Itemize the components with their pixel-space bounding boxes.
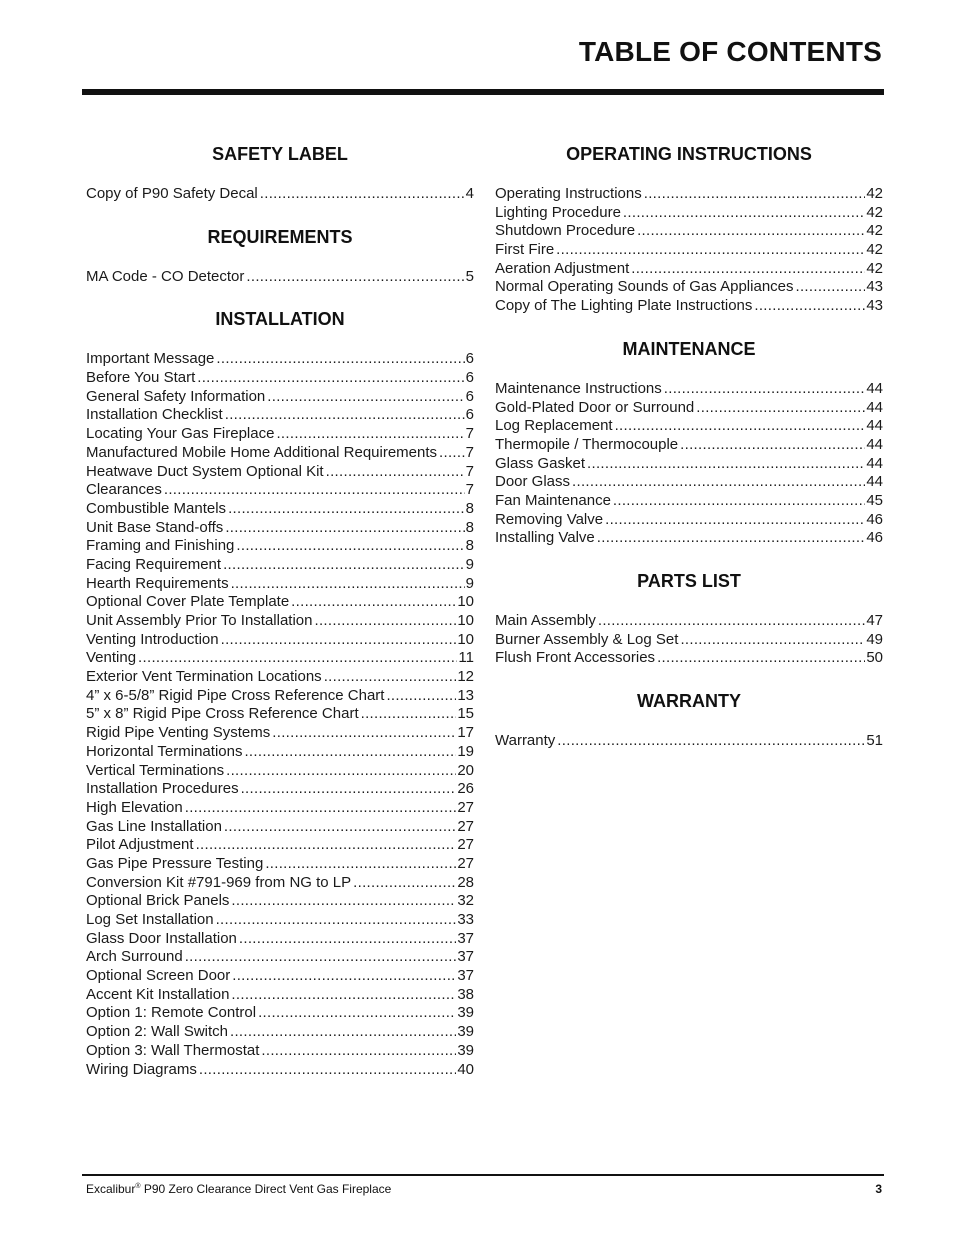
- dot-leader: [276, 425, 464, 444]
- toc-section-list: [495, 612, 883, 668]
- toc-entry: [86, 537, 474, 556]
- toc-entry: [86, 463, 474, 482]
- toc-entry-label: Maintenance Instructions: [495, 379, 662, 397]
- toc-entry-page: 8: [465, 518, 474, 536]
- toc-entry-page: 6: [465, 369, 474, 387]
- section-heading: REQUIREMENTS: [207, 226, 353, 247]
- section-heading: PARTS LIST: [637, 571, 741, 591]
- toc-entry: [86, 519, 474, 538]
- toc-entry-page: 10: [457, 593, 474, 611]
- dot-leader: [291, 593, 456, 612]
- toc-entry: [495, 455, 883, 474]
- toc-entry-label: Framing and Finishing: [86, 537, 235, 555]
- toc-entry-page: 46: [866, 510, 883, 528]
- toc-entry: [495, 612, 883, 631]
- toc-entry-label: Hearth Requirements: [86, 574, 229, 592]
- dot-leader: [597, 529, 866, 548]
- dot-leader: [605, 511, 865, 530]
- toc-entry-label: Door Glass: [495, 473, 571, 491]
- toc-entry-page: 8: [465, 537, 474, 555]
- toc-entry-label: Manufactured Mobile Home Additional Requirements: [86, 443, 438, 461]
- toc-entry: [86, 836, 474, 855]
- dot-leader: [631, 260, 865, 279]
- toc-entry-label: Option 3: Wall Thermostat: [86, 1041, 260, 1059]
- toc-entry: [86, 967, 474, 986]
- toc-entry-page: 8: [465, 499, 474, 517]
- toc-entry: [86, 687, 474, 706]
- dot-leader: [265, 855, 456, 874]
- toc-entry-page: 42: [866, 241, 883, 259]
- toc-entry-page: 28: [457, 873, 474, 891]
- toc-entry-label: Venting Introduction: [86, 630, 219, 648]
- dot-leader: [199, 1061, 456, 1080]
- toc-entry-page: 7: [465, 443, 474, 461]
- left-column: [86, 143, 474, 1101]
- dot-leader: [315, 612, 457, 631]
- dot-leader: [231, 986, 456, 1005]
- toc-entry: [495, 436, 883, 455]
- toc-entry-label: Removing Valve: [495, 510, 604, 528]
- toc-entry: [86, 350, 474, 369]
- toc-entry: [86, 406, 474, 425]
- footer-page-number: 3: [875, 1182, 882, 1196]
- toc-entry: [86, 556, 474, 575]
- toc-entry-page: 44: [866, 417, 883, 435]
- toc-entry: [495, 241, 883, 260]
- toc-section-list: [86, 185, 474, 204]
- dot-leader: [587, 455, 865, 474]
- toc-entry-label: Option 1: Remote Control: [86, 1004, 257, 1022]
- toc-entry-label: Accent Kit Installation: [86, 985, 230, 1003]
- toc-entry-label: Copy of The Lighting Plate Instructions: [495, 297, 753, 315]
- toc-entry-page: 44: [866, 454, 883, 472]
- dot-leader: [644, 185, 866, 204]
- toc-entry-page: 43: [866, 278, 883, 296]
- toc-entry-page: 10: [457, 612, 474, 629]
- section-heading: SAFETY LABEL: [212, 144, 348, 164]
- toc-entry-page: 20: [457, 761, 474, 779]
- toc-entry-page: 37: [457, 967, 474, 985]
- toc-entry-page: 47: [866, 612, 883, 629]
- toc-entry: [86, 780, 474, 799]
- dot-leader: [225, 406, 465, 425]
- dot-leader: [228, 500, 465, 519]
- toc-entry-page: 7: [465, 425, 474, 443]
- toc-entry: [495, 399, 883, 418]
- toc-entry-label: 4” x 6-5/8” Rigid Pipe Cross Reference Chart: [86, 686, 385, 704]
- toc-entry: [86, 612, 474, 631]
- dot-leader: [224, 818, 456, 837]
- toc-entry: [495, 492, 883, 511]
- dot-leader: [680, 436, 865, 455]
- toc-entry: [495, 260, 883, 279]
- toc-entry-label: Important Message: [86, 350, 215, 368]
- toc-entry: [495, 278, 883, 297]
- toc-entry: [495, 473, 883, 492]
- toc-entry-label: Burner Assembly & Log Set: [495, 630, 679, 648]
- toc-entry: [86, 799, 474, 818]
- toc-entry-page: 7: [465, 481, 474, 499]
- toc-section-list: [86, 350, 474, 1079]
- dot-leader: [239, 930, 456, 949]
- toc-entry-page: 6: [465, 406, 474, 424]
- toc-entry-page: 10: [457, 630, 474, 648]
- toc-entry-page: 44: [866, 473, 883, 491]
- toc-entry: [86, 1042, 474, 1061]
- toc-entry-page: 44: [866, 379, 883, 397]
- dot-leader: [258, 1004, 456, 1023]
- dot-leader: [246, 268, 464, 287]
- dot-leader: [386, 687, 456, 706]
- dot-leader: [244, 743, 456, 762]
- toc-entry: [86, 388, 474, 407]
- toc-entry-page: 43: [866, 297, 883, 315]
- toc-entry-page: 45: [866, 491, 883, 509]
- toc-section-list: [495, 380, 883, 548]
- section-heading: MAINTENANCE: [622, 338, 756, 359]
- dot-leader: [680, 631, 865, 650]
- toc-entry-label: Optional Brick Panels: [86, 892, 230, 910]
- toc-entry: [86, 369, 474, 388]
- dot-leader: [267, 388, 464, 407]
- toc-entry-label: Aeration Adjustment: [495, 259, 630, 277]
- footer-product-line: [86, 1182, 391, 1196]
- toc-entry-page: 51: [866, 732, 883, 750]
- title-rule: [82, 89, 884, 95]
- toc-entry-page: 15: [457, 705, 474, 723]
- toc-entry: [86, 762, 474, 781]
- toc-entry-page: 33: [457, 911, 474, 928]
- toc-entry-label: Unit Base Stand-offs: [86, 518, 224, 536]
- toc-entry-label: Arch Surround: [86, 948, 183, 966]
- toc-entry: [495, 631, 883, 650]
- toc-entry-label: Optional Screen Door: [86, 967, 231, 985]
- toc-entry-label: Glass Gasket: [495, 454, 586, 472]
- toc-entry: [495, 529, 883, 548]
- toc-entry-page: 39: [457, 1004, 474, 1022]
- dot-leader: [664, 380, 866, 399]
- toc-entry: [86, 575, 474, 594]
- section-heading: INSTALLATION: [215, 309, 345, 330]
- footer-rule: [82, 1174, 884, 1176]
- toc-entry: [86, 1061, 474, 1080]
- toc-entry-label: Clearances: [86, 481, 162, 499]
- toc-entry-page: 42: [866, 203, 883, 221]
- toc-entry: [86, 705, 474, 724]
- dot-leader: [637, 222, 865, 241]
- toc-entry-page: 9: [465, 555, 474, 573]
- toc-entry-label: Heatwave Duct System Optional Kit: [86, 462, 324, 480]
- dot-leader: [557, 732, 865, 751]
- toc-section-list: [495, 185, 883, 316]
- dot-leader: [324, 668, 457, 687]
- toc-entry-label: High Elevation: [86, 798, 183, 816]
- dot-leader: [241, 780, 457, 799]
- dot-leader: [216, 350, 464, 369]
- toc-entry: [86, 668, 474, 687]
- dot-leader: [623, 204, 865, 223]
- toc-entry-page: 6: [465, 387, 474, 405]
- toc-entry: [86, 743, 474, 762]
- toc-entry-label: Thermopile / Thermocouple: [495, 435, 679, 453]
- toc-entry: [86, 892, 474, 911]
- toc-entry-label: Wiring Diagrams: [86, 1060, 197, 1078]
- dot-leader: [232, 967, 456, 986]
- toc-entry: [86, 593, 474, 612]
- dot-leader: [196, 836, 457, 855]
- toc-entry-label: Pilot Adjustment: [86, 836, 194, 854]
- toc-entry-page: 42: [866, 259, 883, 277]
- toc-entry-label: Normal Operating Sounds of Gas Appliances: [495, 278, 794, 296]
- toc-entry-label: Gas Pipe Pressure Testing: [86, 854, 264, 872]
- dot-leader: [261, 1042, 456, 1061]
- toc-entry-page: 37: [457, 948, 474, 966]
- toc-entry-label: General Safety Information: [86, 387, 266, 405]
- toc-entry-label: 5” x 8” Rigid Pipe Cross Reference Chart: [86, 705, 359, 723]
- toc-entry-page: 4: [465, 185, 474, 202]
- toc-entry: [86, 649, 474, 668]
- dot-leader: [231, 575, 465, 594]
- toc-entry-label: Exterior Vent Termination Locations: [86, 668, 322, 686]
- toc-entry-page: 46: [866, 529, 883, 547]
- dot-leader: [572, 473, 865, 492]
- toc-entry-label: Unit Assembly Prior To Installation: [86, 612, 313, 629]
- toc-entry-label: Shutdown Procedure: [495, 222, 636, 240]
- dot-leader: [657, 649, 865, 668]
- toc-entry-label: Locating Your Gas Fireplace: [86, 425, 275, 443]
- toc-entry: [86, 986, 474, 1005]
- right-column: [495, 143, 883, 773]
- toc-section-list: [495, 732, 883, 751]
- toc-entry-page: 44: [866, 398, 883, 416]
- toc-entry-page: 26: [457, 780, 474, 798]
- dot-leader: [598, 612, 865, 631]
- dot-leader: [231, 892, 456, 911]
- toc-entry: [495, 222, 883, 241]
- toc-entry-page: 27: [457, 817, 474, 835]
- section-heading: OPERATING INSTRUCTIONS: [566, 144, 812, 164]
- toc-entry-label: Gold-Plated Door or Surround: [495, 398, 695, 416]
- dot-leader: [197, 369, 464, 388]
- toc-entry-label: Facing Requirement: [86, 555, 222, 573]
- toc-entry: [86, 930, 474, 949]
- toc-entry-page: 13: [457, 686, 474, 704]
- footer-product: P90 Zero Clearance Direct Vent Gas Fireplace: [140, 1182, 392, 1196]
- dot-leader: [796, 278, 866, 297]
- toc-entry: [495, 204, 883, 223]
- toc-entry: [495, 417, 883, 436]
- toc-entry: [495, 732, 883, 751]
- dot-leader: [236, 537, 464, 556]
- toc-entry-page: 37: [457, 929, 474, 947]
- toc-entry-label: Log Replacement: [495, 417, 613, 435]
- toc-entry-label: Rigid Pipe Venting Systems: [86, 724, 271, 742]
- toc-entry-page: 27: [457, 836, 474, 854]
- toc-entry-page: 27: [457, 798, 474, 816]
- toc-entry-label: MA Code - CO Detector: [86, 267, 245, 285]
- toc-entry-label: Copy of P90 Safety Decal: [86, 185, 258, 202]
- dot-leader: [138, 649, 457, 668]
- toc-entry-page: 39: [457, 1041, 474, 1059]
- toc-entry: [495, 185, 883, 204]
- toc-entry: [86, 818, 474, 837]
- toc-entry-page: 39: [457, 1023, 474, 1041]
- toc-entry-label: Conversion Kit #791-969 from NG to LP: [86, 873, 352, 891]
- dot-leader: [164, 481, 465, 500]
- toc-entry-label: Combustible Mantels: [86, 499, 227, 517]
- toc-entry-page: 42: [866, 222, 883, 240]
- dot-leader: [615, 417, 866, 436]
- toc-entry-page: 49: [866, 630, 883, 648]
- dot-leader: [326, 463, 465, 482]
- toc-entry-label: Lighting Procedure: [495, 203, 621, 221]
- toc-entry-page: 38: [457, 985, 474, 1003]
- toc-entry-label: Installation Procedures: [86, 780, 239, 798]
- toc-entry-label: Warranty: [495, 732, 556, 750]
- toc-entry-page: 32: [457, 892, 474, 910]
- dot-leader: [230, 1023, 456, 1042]
- toc-entry: [86, 874, 474, 893]
- footer-brand: Excalibur: [86, 1182, 136, 1196]
- toc-entry-page: 9: [465, 574, 474, 592]
- toc-entry-label: Operating Instructions: [495, 185, 642, 202]
- toc-entry-label: Main Assembly: [495, 612, 596, 629]
- toc-entry-page: 40: [457, 1060, 474, 1078]
- dot-leader: [556, 241, 865, 260]
- toc-entry-page: 17: [457, 724, 474, 742]
- page-title: TABLE OF CONTENTS: [578, 36, 882, 67]
- toc-entry: [86, 481, 474, 500]
- dot-leader: [216, 911, 457, 930]
- toc-entry-page: 50: [866, 649, 883, 667]
- toc-entry-label: Installation Checklist: [86, 406, 223, 424]
- toc-entry-page: 27: [457, 854, 474, 872]
- toc-entry-page: 19: [457, 742, 474, 760]
- toc-entry: [86, 1004, 474, 1023]
- toc-entry-label: Before You Start: [86, 369, 196, 387]
- dot-leader: [754, 297, 865, 316]
- toc-entry-label: Glass Door Installation: [86, 929, 237, 947]
- toc-entry-label: Option 2: Wall Switch: [86, 1023, 228, 1041]
- toc-entry-label: Log Set Installation: [86, 911, 214, 928]
- toc-entry: [86, 948, 474, 967]
- dot-leader: [225, 519, 464, 538]
- dot-leader: [223, 556, 465, 575]
- toc-entry: [86, 268, 474, 287]
- section-heading: WARRANTY: [637, 691, 741, 712]
- trademark-symbol: ®: [135, 1183, 141, 1190]
- dot-leader: [221, 631, 457, 650]
- dot-leader: [613, 492, 865, 511]
- dot-leader: [361, 705, 457, 724]
- toc-entry: [86, 444, 474, 463]
- dot-leader: [260, 185, 465, 204]
- toc-entry: [495, 380, 883, 399]
- toc-entry: [86, 500, 474, 519]
- toc-entry: [86, 855, 474, 874]
- toc-entry-label: First Fire: [495, 241, 555, 259]
- toc-entry: [86, 724, 474, 743]
- toc-entry: [86, 425, 474, 444]
- toc-entry: [495, 297, 883, 316]
- toc-entry-page: 7: [465, 462, 474, 480]
- dot-leader: [353, 874, 456, 893]
- dot-leader: [185, 948, 457, 967]
- toc-entry: [86, 631, 474, 650]
- toc-entry: [495, 649, 883, 668]
- toc-section-list: [86, 268, 474, 287]
- toc-entry-label: Gas Line Installation: [86, 817, 222, 835]
- toc-entry-label: Vertical Terminations: [86, 761, 225, 779]
- toc-entry-label: Optional Cover Plate Template: [86, 593, 290, 611]
- toc-entry-label: Horizontal Terminations: [86, 742, 243, 760]
- toc-entry: [495, 511, 883, 530]
- dot-leader: [439, 444, 465, 463]
- dot-leader: [185, 799, 457, 818]
- dot-leader: [272, 724, 456, 743]
- toc-entry-page: 42: [866, 185, 883, 202]
- toc-entry-label: Venting: [86, 649, 137, 667]
- toc-entry: [86, 185, 474, 204]
- toc-entry-page: 12: [457, 668, 474, 686]
- toc-entry: [86, 1023, 474, 1042]
- toc-entry-label: Flush Front Accessories: [495, 649, 656, 667]
- toc-entry-page: 44: [866, 435, 883, 453]
- dot-leader: [226, 762, 456, 781]
- toc-entry-page: 11: [458, 649, 474, 667]
- toc-entry-page: 6: [465, 350, 474, 368]
- toc-entry-label: Fan Maintenance: [495, 491, 611, 509]
- toc-entry-page: 5: [465, 267, 474, 285]
- dot-leader: [696, 399, 865, 418]
- toc-entry: [86, 911, 474, 930]
- toc-entry-label: Installing Valve: [495, 529, 595, 547]
